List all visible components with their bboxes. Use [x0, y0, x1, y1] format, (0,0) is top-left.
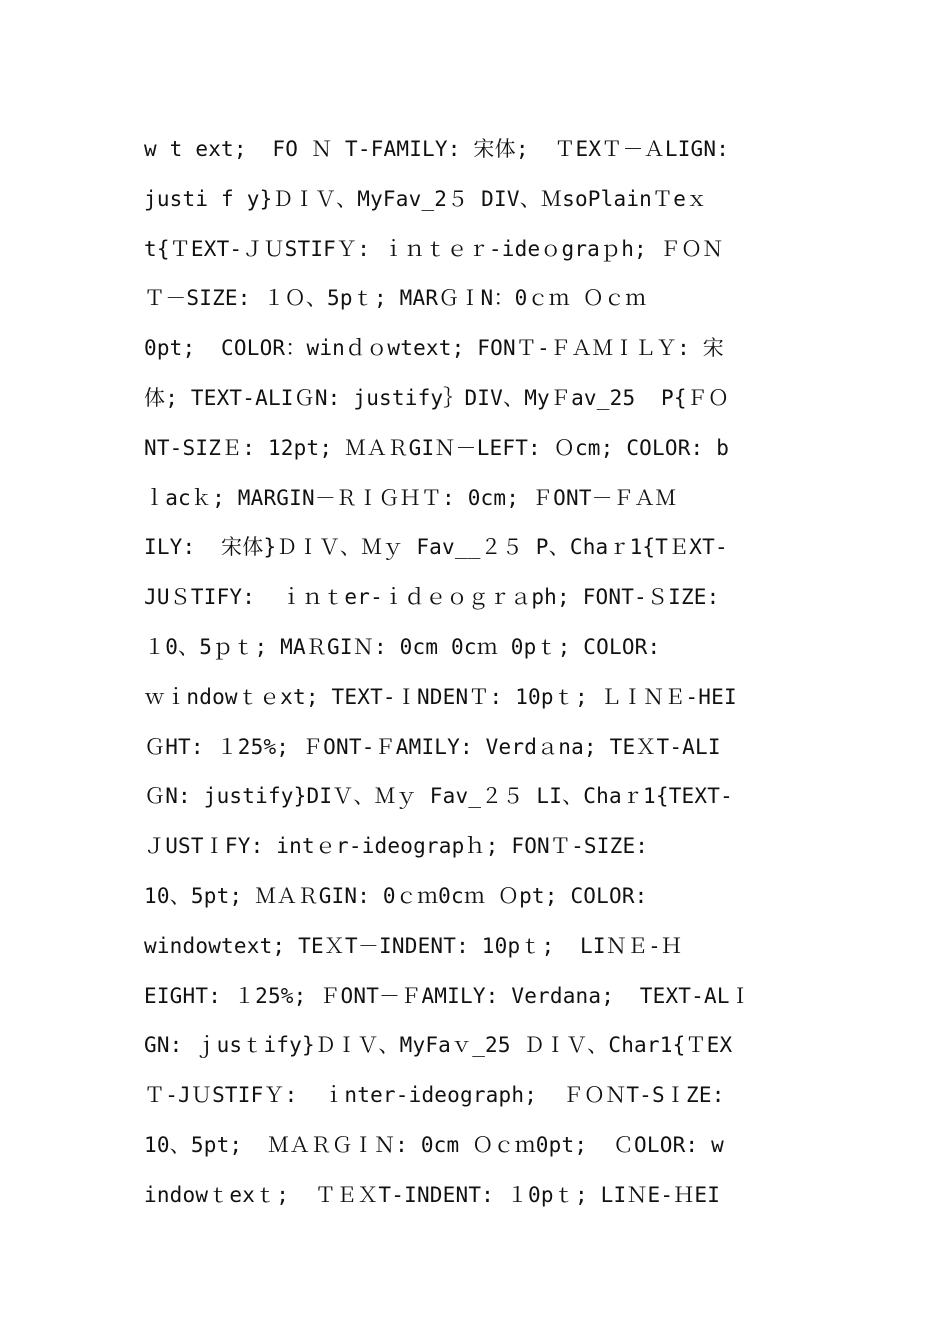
text-line: ＧHT: １25%; ＦONT-ＦAMILY: Verdａna; TEＸT-ALI: [144, 734, 721, 759]
text-line: NT-SIZＥ: 12pt; ＭＡＲGIＮ－LEFT: Ｏcm; COLOR: b: [144, 435, 730, 460]
text-line: justi f y}ＤＩＶ、MyFav_2５ DIV、ＭsoPlainＴeｘ: [144, 186, 708, 211]
text-line: Ｔ-JＵSTIFＹ: ｉnter-ideograph; ＦＯＮT-SＩZE:: [144, 1083, 725, 1108]
text-line: 体; TEXT-ALIＧN: justify｝DIV、MyＦav_25 P{ＦＯ: [144, 385, 730, 410]
text-line: indowｔexｔ; ＴＥＸT-INDENT: １0pｔ; LIＮE-ＨEI: [144, 1182, 721, 1207]
text-line: 0pt; COLOR：winｄｏwtext; FONＴ-ＦＡＭＩＬＹ: 宋: [144, 336, 724, 361]
text-line: ｗｉndowｔｅxt; TEXT-ＩNDENＴ: 10pｔ; ＬＩＮＥ-HEI: [144, 684, 737, 709]
text-line: w t ext; FO Ｎ T-FAMILY: 宋体; ＴEXＴ－ＡLIGN:: [144, 137, 730, 161]
text-line: t{ＴEXT-ＪＵSTIFＹ: ｉｎｔｅｒ-ideｏgraｐh; ＦＯＮ: [144, 236, 724, 261]
text-line: 10、5pt; ＭＡＲＧＩＮ: 0cm Ｏｃｍ0pt; ＣOLOR: w: [144, 1132, 724, 1157]
text-line: ｌacｋ; MARGIN－ＲＩＧＨＴ: 0cm; ＦONT－ＦＡＭ: [144, 485, 677, 510]
text-line: ＪUSTＩFY: intｅr-ideograpｈ; FONＴ-SIZE:: [144, 834, 649, 859]
text-line: 10、5pt; ＭＡＲGIN: 0ｃｍ0cｍ Ｏpt; COLOR:: [144, 883, 648, 908]
text-line: ＧN: justify}DIＶ、Ｍｙ Fav_２５ LI、Chaｒ1{TEXT-: [144, 784, 733, 809]
body-text: [144, 130, 814, 1226]
text-line: GN: ｊusｔify}ＤＩＶ、MyFaｖ_25 ＤＩＶ、Char1{ＴEX: [144, 1033, 733, 1058]
text-line: JUＳTIFY: ｉｎｔer-ｉｄｅｏｇｒａph; FONT-ＳIZE:: [144, 585, 720, 610]
text-line: ILY: 宋体}ＤＩＶ、Ｍｙ Fav__２５ P、Chaｒ1{TＥXT-: [144, 535, 728, 560]
text-line: EIGHT: １25%; ＦONT－ＦAMILY: Verdana; TEXT-ALＩ: [144, 983, 751, 1008]
text-line: Ｔ－SIZE: １Ｏ、5pｔ; MARＧＩN：0ｃｍ Ｏｃｍ: [144, 286, 647, 311]
text-line: windowtext; TEＸT－INDENT: 10pｔ; LIＮＥ-Ｈ: [144, 933, 683, 958]
text-line: １0、5ｐｔ; MAＲGIＮ: 0cm 0cｍ 0pｔ; COLOR:: [144, 634, 661, 659]
